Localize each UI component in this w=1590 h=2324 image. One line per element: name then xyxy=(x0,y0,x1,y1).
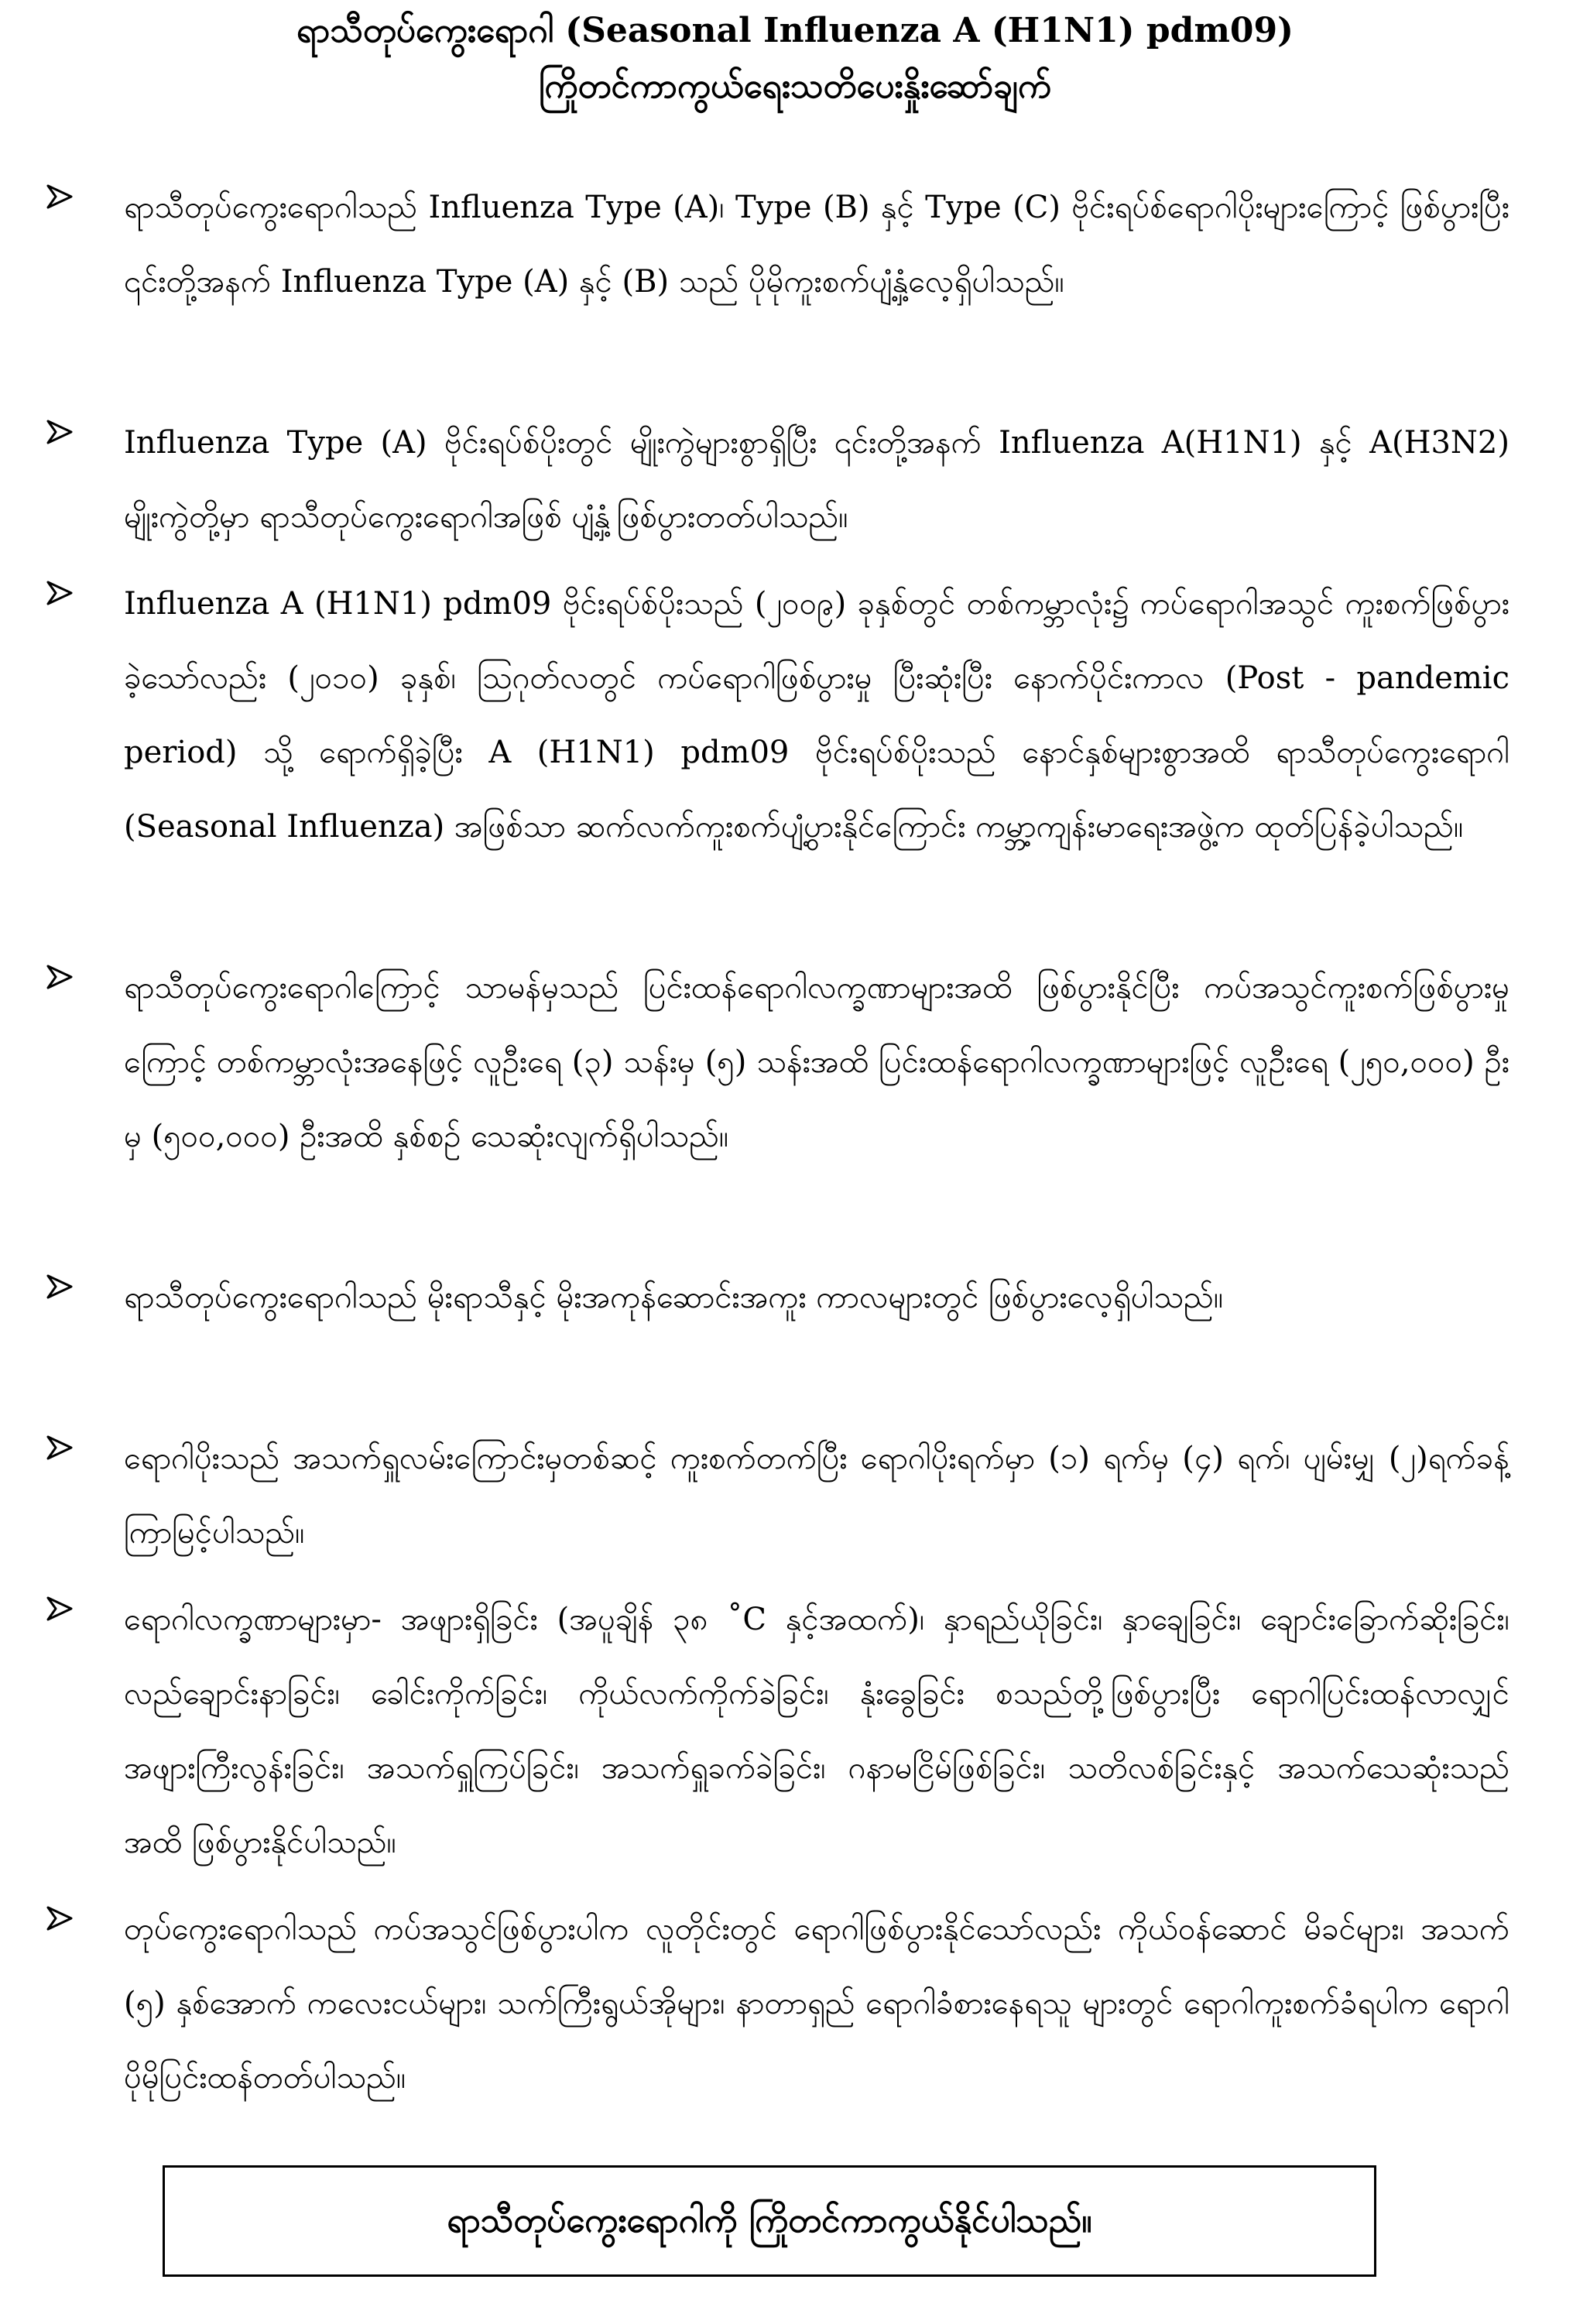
arrow-bullet-icon xyxy=(45,1593,76,1624)
list-item xyxy=(39,170,1509,399)
bullet-text: Influenza Type (A) ဗိုင်းရပ်စ်ပိုးတွင် မျိုးကွဲများစွာရှိပြီး ၎င်းတို့အနက် Influenza A(H1N1) နှင့် A(H3N2) မျိုးကွဲတို့မှာ ရာသီတုပ်ကွေးရောဂါအဖြစ် ပျံ့နှံ့ဖြစ်ပွားတတ်ပါသည်။ xyxy=(124,425,1509,535)
bullet-text: Influenza A (H1N1) pdm09 ဗိုင်းရပ်စ်ပိုးသည် (၂၀၀၉) ခုနှစ်တွင် တစ်ကမ္ဘာလုံး၌ ကပ်ရောဂါအသွင် ကူးစက်ဖြစ်ပွားခဲ့သော်လည်း (၂၀၁၀) ခုနှစ်၊ ဩဂုတ်လတွင် ကပ်ရောဂါဖြစ်ပွားမှု ပြီးဆုံးပြီး နောက်ပိုင်းကာလ (Post - pandemic period) သို့ ရောက်ရှိခဲ့ပြီး A (H1N1) pdm09 ဗိုင်းရပ်စ်ပိုးသည် နောင်နှစ်များစွာအထိ ရာသီတုပ်ကွေးရောဂါ (Seasonal Influenza) အဖြစ်သာ ဆက်လက်ကူးစက်ပျံ့ပွားနိုင်ကြောင်း ကမ္ဘာ့ကျန်းမာရေးအဖွဲ့က ထုတ်ပြန်ခဲ့ပါသည်။ xyxy=(124,586,1509,845)
bullet-text: ရာသီတုပ်ကွေးရောဂါသည် Influenza Type (A)၊ Type (B) နှင့် Type (C) ဗိုင်းရပ်စ်ရောဂါပိုးများကြောင့် ဖြစ်ပွားပြီး ၎င်းတို့အနက် Influenza Type (A) နှင့် (B) သည် ပိုမိုကူးစက်ပျံ့နှံ့လေ့ရှိပါသည်။ xyxy=(124,190,1509,300)
arrow-bullet-icon xyxy=(45,578,76,608)
list-item xyxy=(39,567,1509,944)
bullet-list xyxy=(39,170,1509,2127)
bullet-text: ရာသီတုပ်ကွေးရောဂါကြောင့် သာမန်မှသည် ပြင်းထန်ရောဂါလက္ခဏာများအထိ ဖြစ်ပွားနိုင်ပြီး ကပ်အသွင်ကူးစက်ဖြစ်ပွားမှုကြောင့် တစ်ကမ္ဘာလုံးအနေဖြင့် လူဦးရေ (၃) သန်းမှ (၅) သန်းအထိ ပြင်းထန်ရောဂါလက္ခဏာများဖြင့် လူဦးရေ (၂၅၀,၀၀၀) ဦး မှ (၅၀၀,၀၀၀) ဦးအထိ နှစ်စဉ် သေဆုံးလျက်ရှိပါသည်။ xyxy=(124,970,1509,1154)
arrow-bullet-icon xyxy=(45,1432,76,1463)
arrow-bullet-icon xyxy=(45,1271,76,1302)
bullet-text: ရောဂါပိုးသည် အသက်ရှူလမ်းကြောင်းမှတစ်ဆင့် ကူးစက်တက်ပြီး ရောဂါပိုးရက်မှာ (၁) ရက်မှ (၄) ရက်၊ ပျမ်းမျှ (၂)ရက်ခန့် ကြာမြင့်ပါသည်။ xyxy=(124,1441,1509,1551)
arrow-bullet-icon xyxy=(45,416,76,447)
list-item xyxy=(39,1260,1509,1415)
arrow-bullet-icon xyxy=(45,181,76,212)
bullet-text: ရာသီတုပ်ကွေးရောဂါသည် မိုးရာသီနှင့် မိုးအကုန်ဆောင်းအကူး ကာလများတွင် ဖြစ်ပွားလေ့ရှိပါသည်။ xyxy=(124,1280,1223,1315)
bullet-text: ရောဂါလက္ခဏာများမှာ- အဖျားရှိခြင်း (အပူချိန် ၃၈ ˚C နှင့်အထက်)၊ နှာရည်ယိုခြင်း၊ နှာချေခြင်း၊ ချောင်းခြောက်ဆိုးခြင်း၊ လည်ချောင်းနာခြင်း၊ ခေါင်းကိုက်ခြင်း၊ ကိုယ်လက်ကိုက်ခဲခြင်း၊ နုံးခွေခြင်း စသည်တို့ဖြစ်ပွားပြီး ရောဂါပြင်းထန်လာလျှင် အဖျားကြီးလွန်းခြင်း၊ အသက်ရှူကြပ်ခြင်း၊ အသက်ရှူခက်ခဲခြင်း၊ ဂနာမငြိမ်ဖြစ်ခြင်း၊ သတိလစ်ခြင်းနှင့် အသက်သေဆုံးသည် အထိ ဖြစ်ပွားနိုင်ပါသည်။ xyxy=(124,1602,1509,1860)
list-item xyxy=(39,1582,1509,1886)
arrow-bullet-icon xyxy=(45,1903,76,1934)
document-title: ရာသီတုပ်ကွေးရောဂါ (Seasonal Influenza A (H1N1) pdm09) xyxy=(296,11,1294,50)
footer-message: ရာသီတုပ်ကွေးရောဂါကို ကြိုတင်ကာကွယ်နိုင်ပါသည်။ xyxy=(447,2201,1092,2240)
arrow-bullet-icon xyxy=(45,961,76,992)
bullet-text: တုပ်ကွေးရောဂါသည် ကပ်အသွင်ဖြစ်ပွားပါက လူတိုင်းတွင် ရောဂါဖြစ်ပွားနိုင်သော်လည်း ကိုယ်ဝန်ဆောင် မိခင်များ၊ အသက် (၅) နှစ်အောက် ကလေးငယ်များ၊ သက်ကြီးရွယ်အိုများ၊ နာတာရှည် ရောဂါခံစားနေရသူ များတွင် ရောဂါကူးစက်ခံရပါက ရောဂါပိုမိုပြင်းထန်တတ်ပါသည်။ xyxy=(124,1911,1510,2096)
document-subtitle: ကြိုတင်ကာကွယ်ရေးသတိပေးနှိုးဆော်ချက် xyxy=(539,67,1051,106)
footer-callout-box xyxy=(163,2165,1376,2277)
list-item xyxy=(39,406,1509,560)
list-item xyxy=(39,1421,1509,1576)
list-item xyxy=(39,1892,1509,2121)
list-item xyxy=(39,951,1509,1254)
